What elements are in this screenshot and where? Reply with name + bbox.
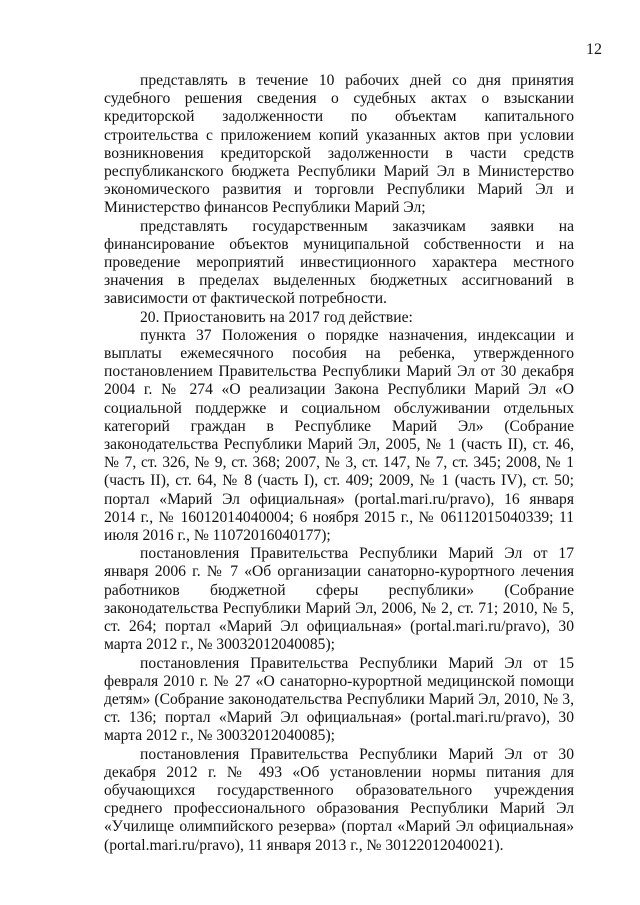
paragraph-suspend-2017: 20. Приостановить на 2017 год действие:: [140, 308, 413, 326]
paragraph-resolution-2006-no7: постановления Правительства Республики Марий Эл от 17 января 2006 г. № 7 «Об организации санаторно-курортного лечения работников бюджетной сферы республики» (Собрание законодательства Республики Марий Эл, 2006, № 2, ст. 71; 2010, № 5, ст. 264; портал «Марий Эл официальная» (portal.mari.ru/pravo), 30 марта 2012 г., № 30032012040085);: [104, 545, 574, 654]
page-number: 12: [586, 41, 602, 58]
paragraph-resolution-2012-no493: постановления Правительства Республики Марий Эл от 30 декабря 2012 г. № 493 «Об установлении нормы питания для обучающихся государственного образовательного учреждения среднего профессионального образования Республики Марий Эл «Училище олимпийского резерва» (портал «Марий Эл официальная» (portal.mari.ru/pravo), 11 января 2013 г., № 30122012040021).: [104, 745, 574, 854]
paragraph-item-37-child-allowance: пункта 37 Положения о порядке назначения, индексации и выплаты ежемесячного пособия на ребенка, утвержденного постановлением Правительства Республики Марий Эл от 30 декабря 2004 г. № 274 «О реализации Закона Республики Марий Эл «О социальной поддержке и социальном обслуживании отдельных категорий граждан в Республике Марий Эл» (Собрание законодательства Республики Марий Эл, 2005, № 1 (часть II), ст. 46, № 7, ст. 326, № 9, ст. 368; 2007, № 3, ст. 147, № 7, ст. 345; 2008, № 1 (часть II), ст. 64, № 8 (часть I), ст. 409; 2009, № 1 (часть IV), ст. 50; портал «Марий Эл официальная» (portal.mari.ru/pravo), 16 января 2014 г., № 16012014040004; 6 ноября 2015 г., № 06112015040339; 11 июля 2016 г., № 11072016040177);: [104, 326, 574, 545]
paragraph-report-judicial-acts: представлять в течение 10 рабочих дней со дня принятия судебного решения сведения о судебных актах о взыскании кредиторской задолженности по объектам капитального строительства с приложением копий указанных актов при условии возникновения кредиторской задолженности в части средств республиканского бюджета Республики Марий Эл в Министерство экономического развития и торговли Республики Марий Эл и Министерство финансов Республики Марий Эл;: [104, 72, 574, 217]
paragraph-resolution-2010-no27: постановления Правительства Республики Марий Эл от 15 февраля 2010 г. № 27 «О санаторно-курортной медицинской помощи детям» (Собрание законодательства Республики Марий Эл, 2010, № 3, ст. 136; портал «Марий Эл официальная» (portal.mari.ru/pravo), 30 марта 2012 г., № 30032012040085);: [104, 654, 574, 745]
paragraph-submit-funding-requests: представлять государственным заказчикам заявки на финансирование объектов муниципальной собственности и на проведение мероприятий инвестиционного характера местного значения в пределах выделенных бюджетных ассигнований в зависимости от фактической потребности.: [104, 217, 574, 308]
document-body: [104, 72, 574, 855]
